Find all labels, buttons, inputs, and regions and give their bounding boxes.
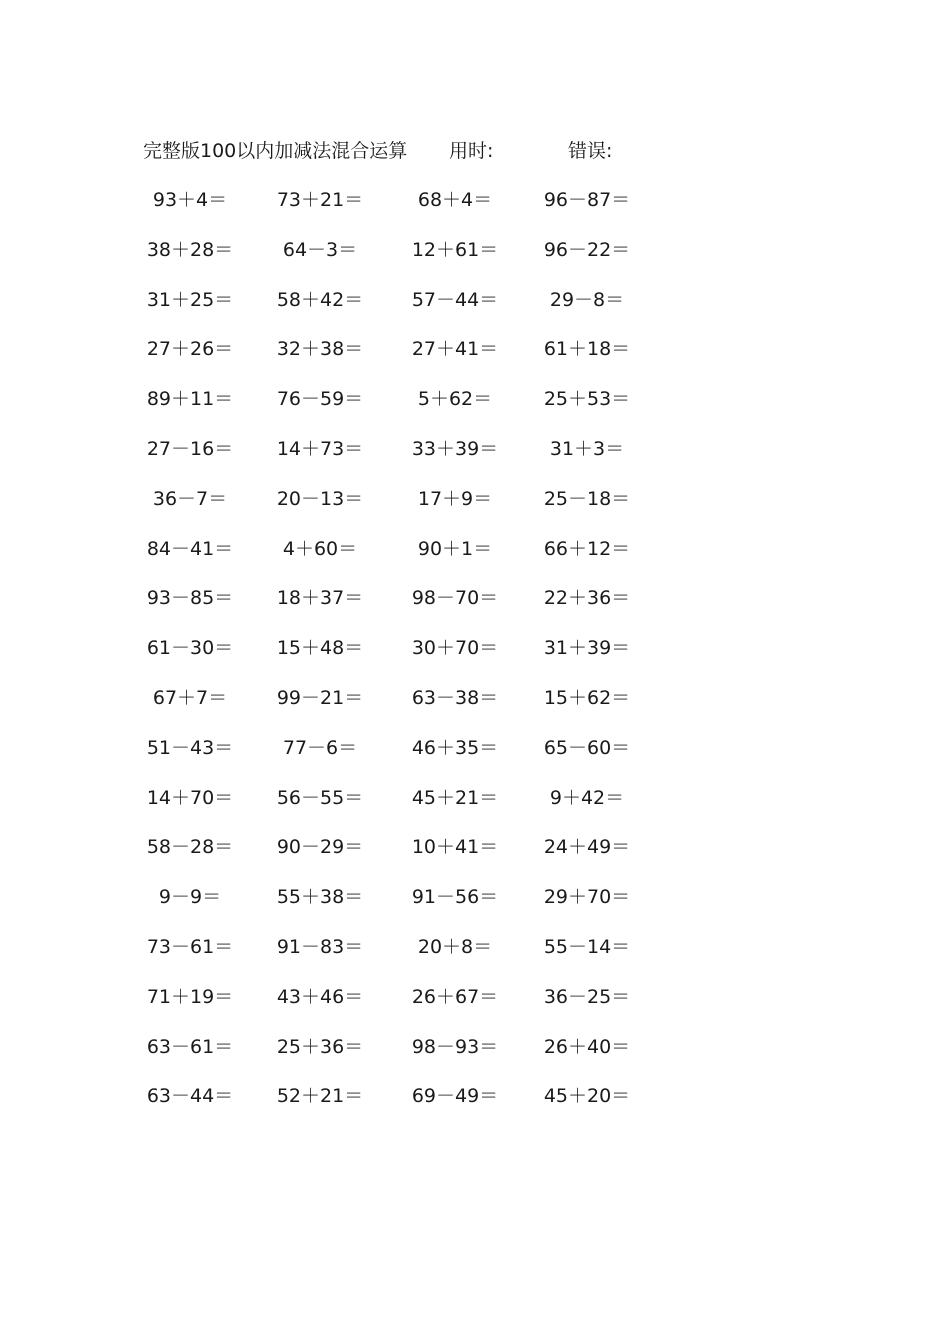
problem-item: 67＋7＝ — [152, 687, 228, 709]
problem-item: 10＋41＝ — [411, 836, 499, 858]
problem-item: 15＋48＝ — [276, 637, 364, 659]
problem-item: 12＋61＝ — [411, 239, 499, 261]
problem-item: 43＋46＝ — [276, 986, 364, 1008]
problem-item: 22＋36＝ — [543, 587, 631, 609]
problem-item: 32＋38＝ — [276, 338, 364, 360]
errors-label: 错误: — [568, 140, 613, 162]
problem-item: 91－83＝ — [276, 936, 364, 958]
problem-item: 30＋70＝ — [411, 637, 499, 659]
problem-item: 69－49＝ — [411, 1085, 499, 1107]
problem-item: 14＋73＝ — [276, 438, 364, 460]
problem-item: 56－55＝ — [276, 787, 364, 809]
problem-item: 31＋25＝ — [146, 289, 234, 311]
problem-row — [0, 784, 950, 812]
problem-item: 89＋11＝ — [146, 388, 234, 410]
problem-item: 98－70＝ — [411, 587, 499, 609]
problem-item: 91－56＝ — [411, 886, 499, 908]
problem-item: 27＋26＝ — [146, 338, 234, 360]
problem-row — [0, 186, 950, 214]
problem-item: 15＋62＝ — [543, 687, 631, 709]
problem-row — [0, 385, 950, 413]
problem-item: 52＋21＝ — [276, 1085, 364, 1107]
problem-row — [0, 833, 950, 861]
problem-row — [0, 535, 950, 563]
problem-row — [0, 1033, 950, 1061]
worksheet-title: 完整版100以内加减法混合运算 — [143, 140, 408, 162]
problem-item: 20＋8＝ — [417, 936, 493, 958]
problem-item: 26＋40＝ — [543, 1036, 631, 1058]
problem-row — [0, 236, 950, 264]
problem-item: 46＋35＝ — [411, 737, 499, 759]
problem-row — [0, 1082, 950, 1110]
problem-item: 61＋18＝ — [543, 338, 631, 360]
problem-item: 66＋12＝ — [543, 538, 631, 560]
problem-item: 65－60＝ — [543, 737, 631, 759]
problem-item: 26＋67＝ — [411, 986, 499, 1008]
problem-item: 18＋37＝ — [276, 587, 364, 609]
problem-item: 38＋28＝ — [146, 239, 234, 261]
problem-item: 58－28＝ — [146, 836, 234, 858]
problem-item: 55＋38＝ — [276, 886, 364, 908]
problem-item: 27－16＝ — [146, 438, 234, 460]
problem-item: 77－6＝ — [282, 737, 358, 759]
problem-item: 58＋42＝ — [276, 289, 364, 311]
problem-item: 96－87＝ — [543, 189, 631, 211]
problem-item: 93＋4＝ — [152, 189, 228, 211]
problem-item: 68＋4＝ — [417, 189, 493, 211]
problem-row — [0, 335, 950, 363]
problem-row — [0, 584, 950, 612]
problem-item: 24＋49＝ — [543, 836, 631, 858]
problem-row — [0, 286, 950, 314]
problem-item: 63－44＝ — [146, 1085, 234, 1107]
problem-item: 36－7＝ — [152, 488, 228, 510]
problem-item: 96－22＝ — [543, 239, 631, 261]
problem-item: 5＋62＝ — [417, 388, 493, 410]
problem-row — [0, 485, 950, 513]
problem-row — [0, 435, 950, 463]
problem-item: 55－14＝ — [543, 936, 631, 958]
problem-item: 90－29＝ — [276, 836, 364, 858]
problem-item: 45＋21＝ — [411, 787, 499, 809]
problem-row — [0, 734, 950, 762]
problem-item: 29－8＝ — [549, 289, 625, 311]
problem-item: 61－30＝ — [146, 637, 234, 659]
problem-item: 64－3＝ — [282, 239, 358, 261]
problem-item: 31＋3＝ — [549, 438, 625, 460]
problem-item: 51－43＝ — [146, 737, 234, 759]
problem-row — [0, 684, 950, 712]
problem-item: 73＋21＝ — [276, 189, 364, 211]
problem-item: 36－25＝ — [543, 986, 631, 1008]
problem-item: 25＋36＝ — [276, 1036, 364, 1058]
problem-item: 93－85＝ — [146, 587, 234, 609]
problem-item: 33＋39＝ — [411, 438, 499, 460]
problem-item: 9－9＝ — [158, 886, 222, 908]
problem-row — [0, 634, 950, 662]
problem-row — [0, 933, 950, 961]
problem-item: 63－61＝ — [146, 1036, 234, 1058]
problem-item: 31＋39＝ — [543, 637, 631, 659]
problem-item: 9＋42＝ — [549, 787, 625, 809]
problem-item: 71＋19＝ — [146, 986, 234, 1008]
problem-item: 90＋1＝ — [417, 538, 493, 560]
problem-row — [0, 983, 950, 1011]
problem-item: 14＋70＝ — [146, 787, 234, 809]
problem-item: 17＋9＝ — [417, 488, 493, 510]
problem-item: 45＋20＝ — [543, 1085, 631, 1107]
problem-item: 57－44＝ — [411, 289, 499, 311]
problem-item: 27＋41＝ — [411, 338, 499, 360]
time-label: 用时: — [449, 140, 494, 162]
problem-item: 63－38＝ — [411, 687, 499, 709]
problem-item: 98－93＝ — [411, 1036, 499, 1058]
problem-item: 25－18＝ — [543, 488, 631, 510]
problem-item: 29＋70＝ — [543, 886, 631, 908]
problem-item: 99－21＝ — [276, 687, 364, 709]
problem-item: 25＋53＝ — [543, 388, 631, 410]
problem-item: 76－59＝ — [276, 388, 364, 410]
problem-row — [0, 883, 950, 911]
problem-item: 84－41＝ — [146, 538, 234, 560]
problem-item: 4＋60＝ — [282, 538, 358, 560]
problem-item: 73－61＝ — [146, 936, 234, 958]
problem-item: 20－13＝ — [276, 488, 364, 510]
